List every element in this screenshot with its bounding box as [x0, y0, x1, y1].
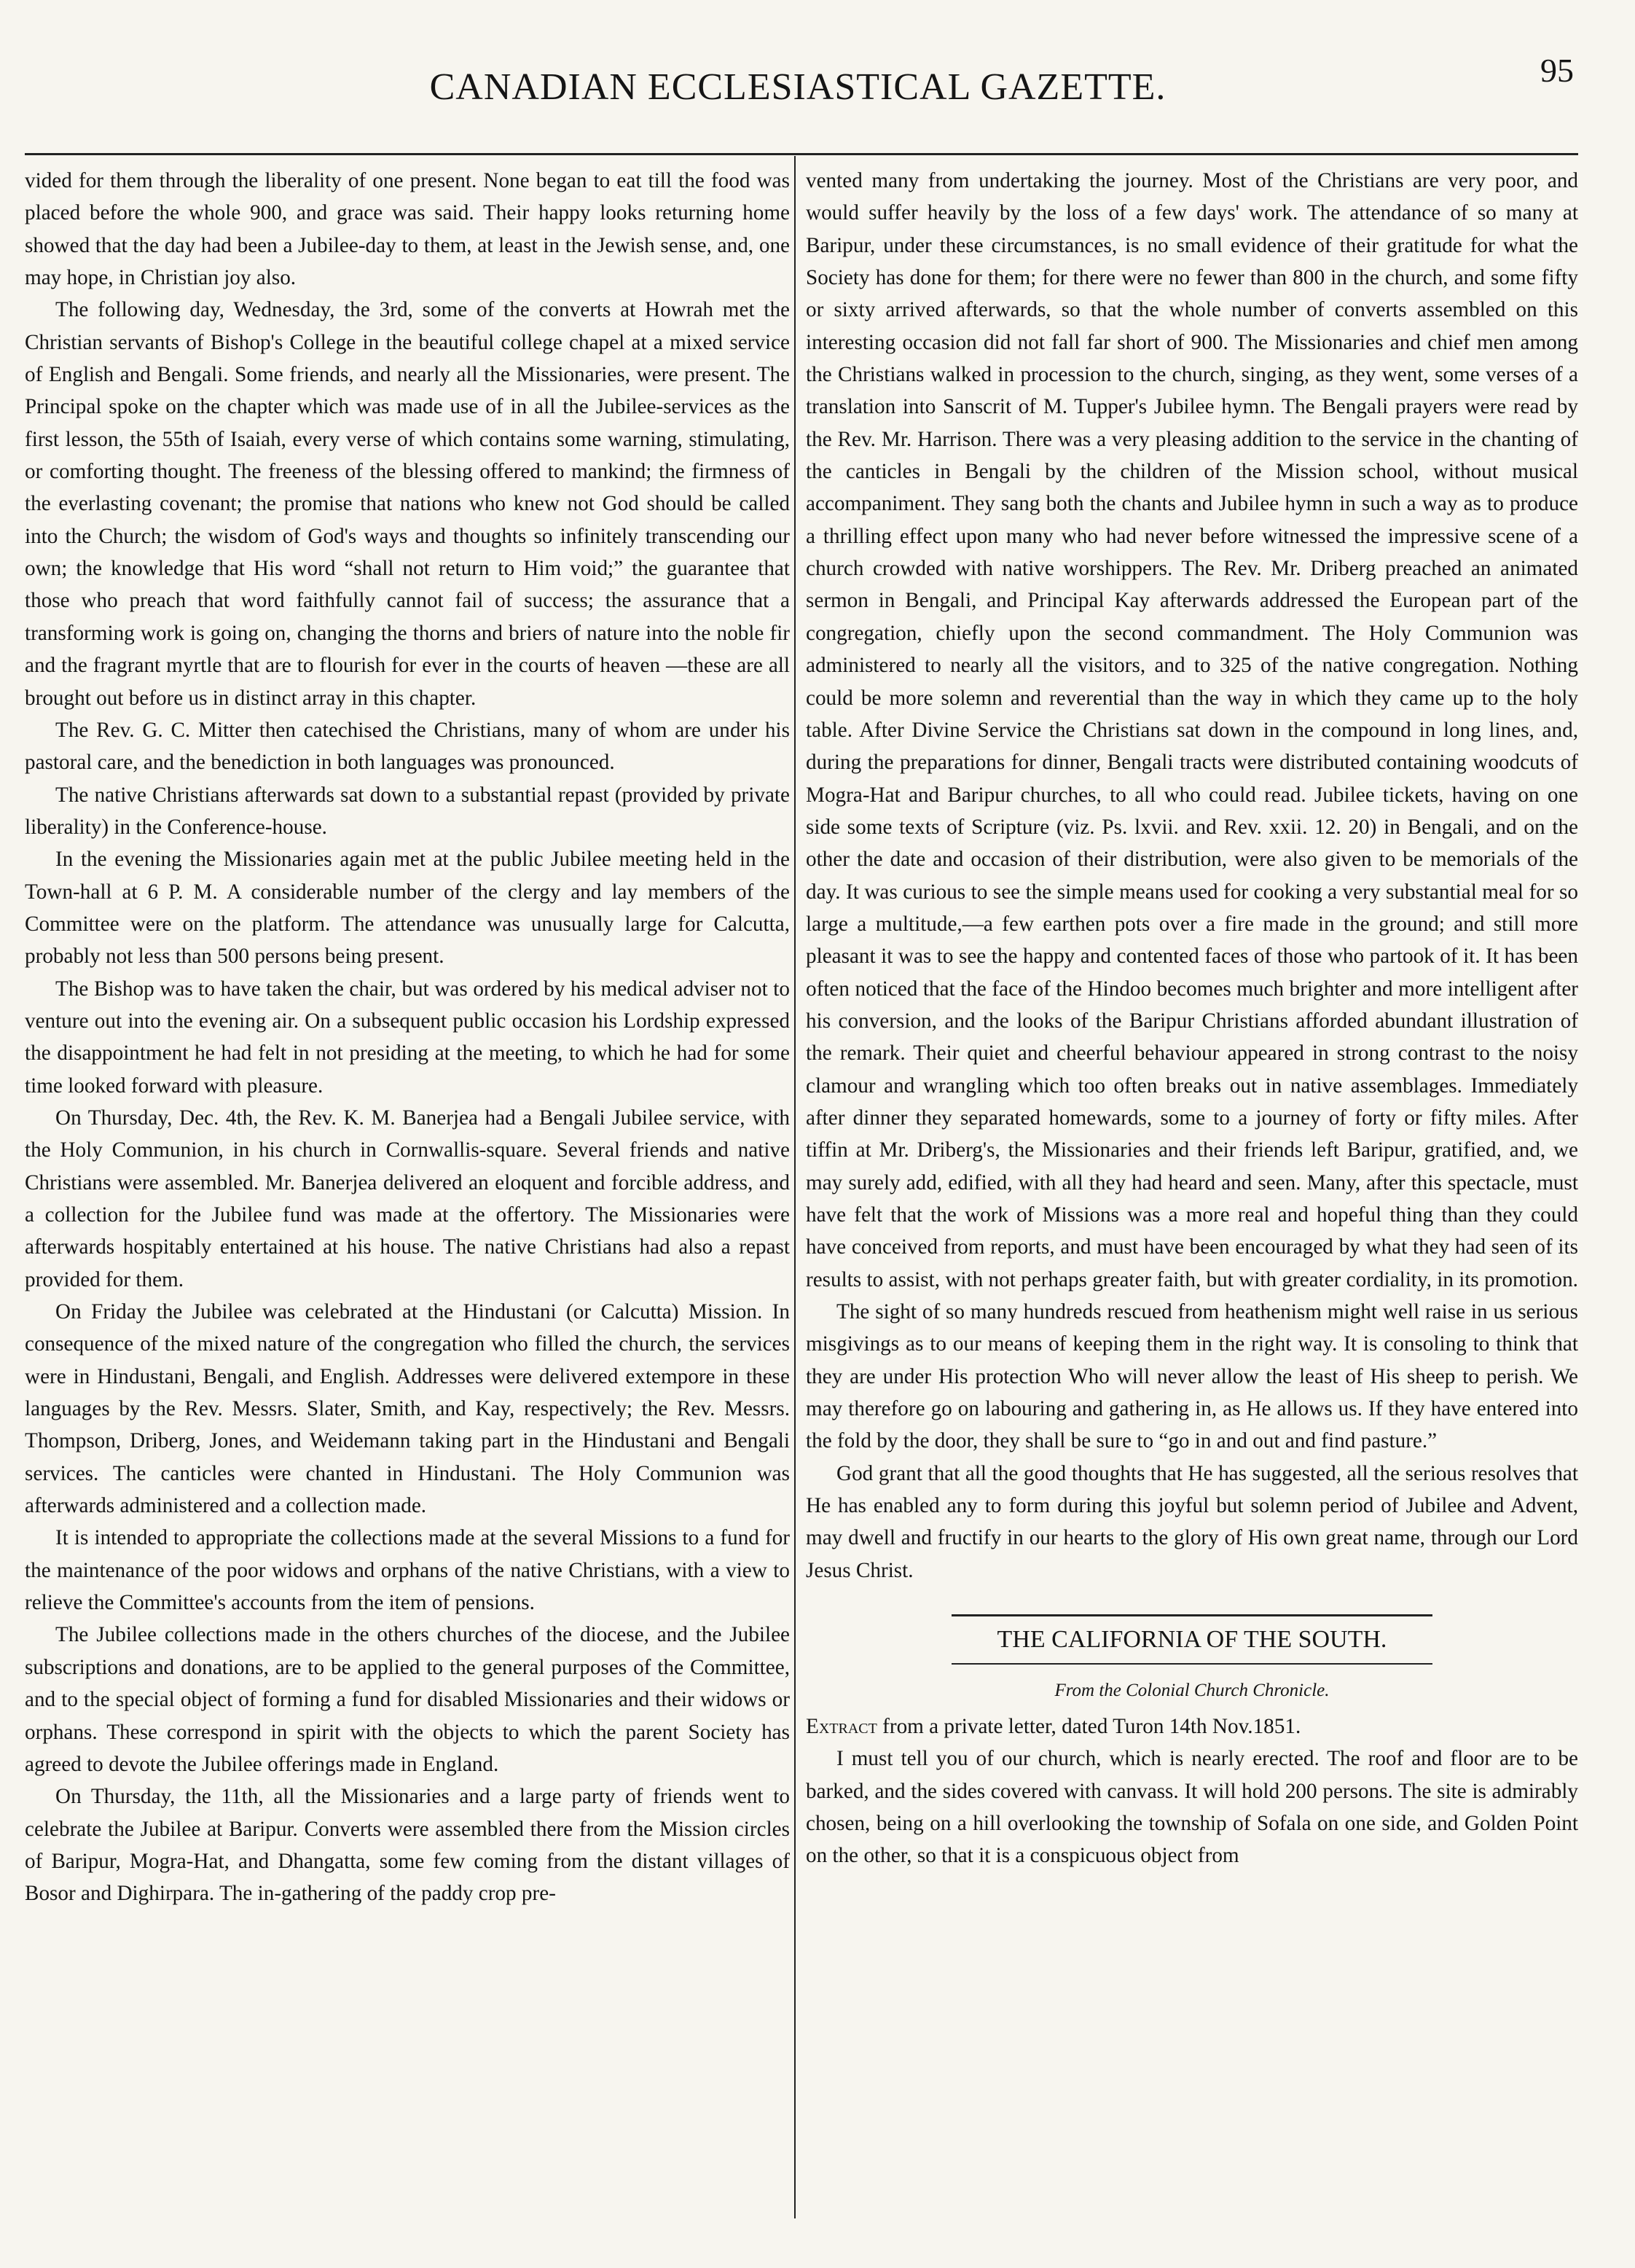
paragraph: The Rev. G. C. Mitter then catechised the Christians, many of whom are under his pastoral care, and the benediction in both languages was pronounced.	[25, 718, 790, 775]
paragraph: The native Christians afterwards sat down to a substantial repast (provided by private liberality) in the Conference-house.	[25, 783, 790, 839]
paragraph: vented many from undertaking the journey. Most of the Christians are very poor, and would suffer heavily by the loss of a few days' work. The attendance of so many at Baripur, under these circumstances, is no small evidence of their gratitude for what the Society has done for them; for there were no fewer than 800 in the church, and some fifty or sixty arrived afterwards, so that the whole number of converts assembled on this interesting occasion did not fall far short of 900. The Missionaries and chief men among the Christians walked in procession to the church, singing, as they went, some verses of a translation into Sanscrit of M. Tupper's Jubilee hymn. The Bengali prayers were read by the Rev. Mr. Harrison. There was a very pleasing addition to the service in the chanting of the canticles in Bengali by the children of the Mission school, without musical accompaniment. They sang both the chants and Jubilee hymn in such a way as to produce a thrilling effect upon many who had never before witnessed the impressive scene of a church crowded with native worshippers. The Rev. Mr. Driberg preached an animated sermon in Bengali, and Principal Kay afterwards addressed the European part of the congregation, chiefly upon the second commandment. The Holy Communion was administered to nearly all the visitors, and to 325 of the native congregation. Nothing could be more solemn and reverential than the way in which they came up to the holy table. After Divine Service the Christians sat down in the compound in long lines, and, during the preparations for dinner, Bengali tracts were distributed containing woodcuts of Mogra-Hat and Baripur churches, to all who could read. Jubilee tickets, having on one side some texts of Scripture (viz. Ps. lxvii. and Rev. xxii. 12. 20) in Bengali, and on the other the date and occasion of their distribution, were also given to be memorials of the day. It was curious to see the simple means used for cooking a very substantial meal for so large a multitude,—a few earthen pots over a fire made in the ground; and still more pleasant it was to see the happy and contented faces of those who partook of it. It has been often noticed that the face of the Hindoo becomes much brighter and more intelligent after his conversion, and the looks of the Baripur Christians afforded abundant illustration of the remark. Their quiet and cheerful behaviour appeared in strong contrast to the noisy clamour and wrangling which too often breaks out in native assemblages. Immediately after dinner they separated homewards, some to a journey of forty or fifty miles. After tiffin at Mr. Driberg's, the Missionaries and their friends left Baripur, gratified, and, we may surely add, edified, with all they had heard and seen. Many, after this spectacle, must have felt that the work of Missions was a more real and hopeful thing than they could have conceived from reports, and must have been encouraged by what they had seen of its results to assist, with not perhaps greater faith, but with greater cordiality, in its promotion.	[806, 169, 1578, 1291]
paragraph: The Bishop was to have taken the chair, but was ordered by his medical adviser not to venture out into the evening air. On a subsequent public occasion his Lordship expressed the disappointment he had felt in not presiding at the meeting, to which he had for some time looked forward with pleasure.	[25, 977, 790, 1098]
section-title: THE CALIFORNIA OF THE SOUTH.	[952, 1614, 1432, 1665]
source-line: From the Colonial Church Chronicle.	[1054, 1681, 1330, 1701]
paragraph: vided for them through the liberality of one present. None began to eat till the food was placed before the whole 900, and grace was said. Their happy looks returning home showed that the day had been a Jubilee-day to them, at least in the Jewish sense, and, one may hope, in Christian joy also.	[25, 169, 790, 290]
page-header	[22, 36, 1574, 117]
paragraph: On Friday the Jubilee was celebrated at the Hindustani (or Calcutta) Mission. In consequence of the mixed nature of the congregation who filled the church, the services were in Hindustani, Bengali, and English. Addresses were delivered extempore in these languages by the Rev. Messrs. Slater, Smith, and Kay, respectively; the Rev. Messrs. Thompson, Driberg, Jones, and Weidemann taking part in the Hindustani and Bengali services. The canticles were chanted in Hindustani. The Holy Communion was afterwards administered and a collection made.	[25, 1300, 790, 1518]
extract-lead: Extract	[806, 1714, 877, 1738]
paragraph: It is intended to appropriate the collections made at the several Missions to a fund for the maintenance of the poor widows and orphans of the native Christians, with a view to relieve the Committee's accounts from the item of pensions.	[25, 1526, 790, 1615]
extract-line	[806, 1710, 1578, 1743]
paragraph: On Thursday, the 11th, all the Missionaries and a large party of friends went to celebrate the Jubilee at Baripur. Converts were assembled there from the Mission circles of Baripur, Mogra-Hat, and Dhangatta, some few coming from the distant villages of Bosor and Dighirpara. The in-gathering of the paddy crop pre-	[25, 1785, 790, 1906]
paragraph: The following day, Wednesday, the 3rd, some of the converts at Howrah met the Christian servants of Bishop's College in the beautiful college chapel at a mixed service of English and Bengali. Some friends, and nearly all the Missionaries, were present. The Principal spoke on the chapter which was made use of in all the Jubilee-services as the first lesson, the 55th of Isaiah, every verse of which contains some warning, stimulating, or comforting thought. The freeness of the blessing offered to mankind; the firmness of the everlasting covenant; the promise that nations who knew not God should be called into the Church; the wisdom of God's ways and thoughts so infinitely transcending our own; the knowledge that His word “shall not return to Him void;” the guarantee that those who preach that word faithfully cannot fail of success; the assurance that a transforming work is going on, changing the thorns and briers of nature into the noble fir and the fragrant myrtle that are to flourish for ever in the courts of heaven —these are all brought out before us in distinct array in this chapter.	[25, 298, 790, 710]
left-column	[25, 165, 790, 2249]
paragraph: On Thursday, Dec. 4th, the Rev. K. M. Banerjea had a Bengali Jubilee service, with the Holy Communion, in his church in Cornwallis-square. Several friends and native Christians were assembled. Mr. Banerjea delivered an eloquent and forcible address, and a collection for the Jubilee fund was made at the offertory. The Missionaries were afterwards hospitably entertained at his house. The native Christians had also a repast provided for them.	[25, 1106, 790, 1291]
paragraph: The Jubilee collections made in the others churches of the diocese, and the Jubilee subscriptions and donations, are to be applied to the general purposes of the Committee, and to the special object of forming a fund for disabled Missionaries and their widows or orphans. These correspond in spirit with the objects to which the parent Society has agreed to devote the Jubilee offerings made in England.	[25, 1623, 790, 1776]
page-number: 95	[1540, 52, 1574, 89]
right-column-text	[806, 165, 1578, 1587]
column-divider	[794, 156, 796, 2218]
paragraph: God grant that all the good thoughts that He has suggested, all the serious resolves that He has enabled any to form during this joyful but solemn period of Jubilee and Advent, may dwell and fructify in our hearts to the glory of His own great name, through our Lord Jesus Christ.	[806, 1461, 1578, 1582]
paragraph: The sight of so many hundreds rescued from heathenism might well raise in us serious misgivings as to our means of keeping them in the right way. It is consoling to think that they are under His protection Who will never allow the least of His sheep to perish. We may therefore go on labouring and gathering in, as He allows us. If they have entered into the fold by the door, they shall be sure to “go in and out and find pasture.”	[806, 1300, 1578, 1453]
right-column	[806, 165, 1578, 2249]
page-title: CANADIAN ECCLESIASTICAL GAZETTE.	[429, 66, 1167, 108]
paragraph: In the evening the Missionaries again met at the public Jubilee meeting held in the Town-hall at 6 P. M. A considerable number of the clergy and lay members of the Committee were on the platform. The attendance was unusually large for Calcutta, probably not less than 500 persons being present.	[25, 848, 790, 969]
paragraph: I must tell you of our church, which is nearly erected. The roof and floor are to be barked, and the sides covered with canvass. It will hold 200 persons. The site is admirably chosen, being on a hill overlooking the township of Sofala on one side, and Golden Point on the other, so that it is a conspicuous object from	[806, 1747, 1578, 1868]
extract-first: from a private letter, dated Turon 14th Nov.1851.	[877, 1714, 1301, 1738]
extract-text	[806, 1743, 1578, 1872]
header-rule	[25, 153, 1578, 155]
